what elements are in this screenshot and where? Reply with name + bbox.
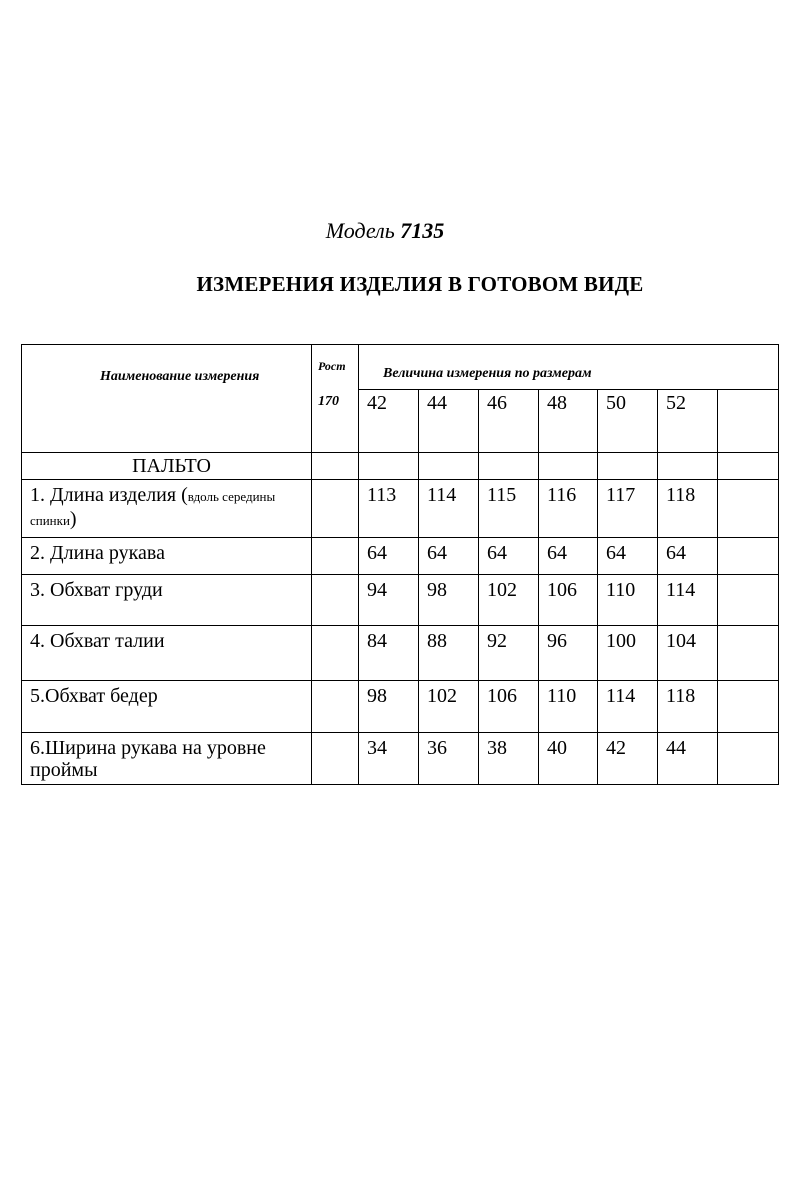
size-header: 48 — [539, 390, 598, 453]
row-label: 2. Длина рукава — [22, 538, 312, 575]
cell-value: 100 — [598, 626, 658, 681]
table-row — [22, 480, 779, 538]
cell-value: 114 — [658, 575, 718, 626]
row-label: 6.Ширина рукава на уровне проймы — [22, 733, 312, 785]
cell-value: 36 — [419, 733, 479, 785]
cell-value: 96 — [539, 626, 598, 681]
row-label: 5.Обхват бедер — [22, 681, 312, 733]
cell-value — [718, 575, 779, 626]
row-label: 3. Обхват груди — [22, 575, 312, 626]
cell-value: 102 — [419, 681, 479, 733]
cell-value: 88 — [419, 626, 479, 681]
size-group-header: Величина измерения по размерам — [359, 345, 779, 390]
table-row — [22, 575, 779, 626]
height-value: 170 — [318, 394, 339, 409]
cell-value: 117 — [598, 480, 658, 538]
cell-value — [718, 681, 779, 733]
size-header: 46 — [479, 390, 539, 453]
cell-value — [718, 626, 779, 681]
cell-value — [718, 480, 779, 538]
cell-value: 110 — [539, 681, 598, 733]
cell-value: 40 — [539, 733, 598, 785]
size-header: 50 — [598, 390, 658, 453]
cell-value: 64 — [539, 538, 598, 575]
cell-value: 114 — [419, 480, 479, 538]
row-note: вдоль середины спинки — [30, 489, 276, 528]
model-title — [0, 218, 770, 244]
cell-value: 118 — [658, 681, 718, 733]
cell-value: 94 — [359, 575, 419, 626]
height-label: Рост — [318, 359, 346, 373]
row-label: 4. Обхват талии — [22, 626, 312, 681]
cell-value: 64 — [419, 538, 479, 575]
cell-value: 38 — [479, 733, 539, 785]
section-title: ПАЛЬТО — [22, 453, 312, 480]
size-header — [718, 390, 779, 453]
table-row — [22, 681, 779, 733]
size-header: 44 — [419, 390, 479, 453]
cell-value: 34 — [359, 733, 419, 785]
cell-value: 84 — [359, 626, 419, 681]
cell-value: 44 — [658, 733, 718, 785]
cell-value: 64 — [598, 538, 658, 575]
cell-value: 110 — [598, 575, 658, 626]
cell-value: 115 — [479, 480, 539, 538]
cell-value: 106 — [479, 681, 539, 733]
cell-value: 114 — [598, 681, 658, 733]
cell-value: 116 — [539, 480, 598, 538]
model-number: 7135 — [400, 218, 445, 243]
cell-value: 118 — [658, 480, 718, 538]
cell-value — [718, 733, 779, 785]
cell-value: 98 — [419, 575, 479, 626]
cell-value: 113 — [359, 480, 419, 538]
cell-value: 64 — [479, 538, 539, 575]
cell-value: 64 — [359, 538, 419, 575]
cell-value: 98 — [359, 681, 419, 733]
cell-value: 92 — [479, 626, 539, 681]
row-label: 1. Длина изделия (вдоль середины спинки) — [22, 480, 312, 538]
column-header-name: Наименование измерения — [22, 345, 312, 453]
cell-value: 102 — [479, 575, 539, 626]
page-title: ИЗМЕРЕНИЯ ИЗДЕЛИЯ В ГОТОВОМ ВИДЕ — [196, 272, 644, 296]
table-row — [22, 733, 779, 785]
cell-value — [718, 538, 779, 575]
measurements-table — [21, 344, 779, 785]
table-row — [22, 538, 779, 575]
cell-value: 104 — [658, 626, 718, 681]
cell-value: 64 — [658, 538, 718, 575]
section-row — [22, 453, 779, 480]
table-row — [22, 626, 779, 681]
cell-value: 106 — [539, 575, 598, 626]
size-header: 42 — [359, 390, 419, 453]
size-header: 52 — [658, 390, 718, 453]
cell-value: 42 — [598, 733, 658, 785]
column-header-height — [312, 345, 359, 453]
model-prefix: Модель — [325, 218, 395, 243]
